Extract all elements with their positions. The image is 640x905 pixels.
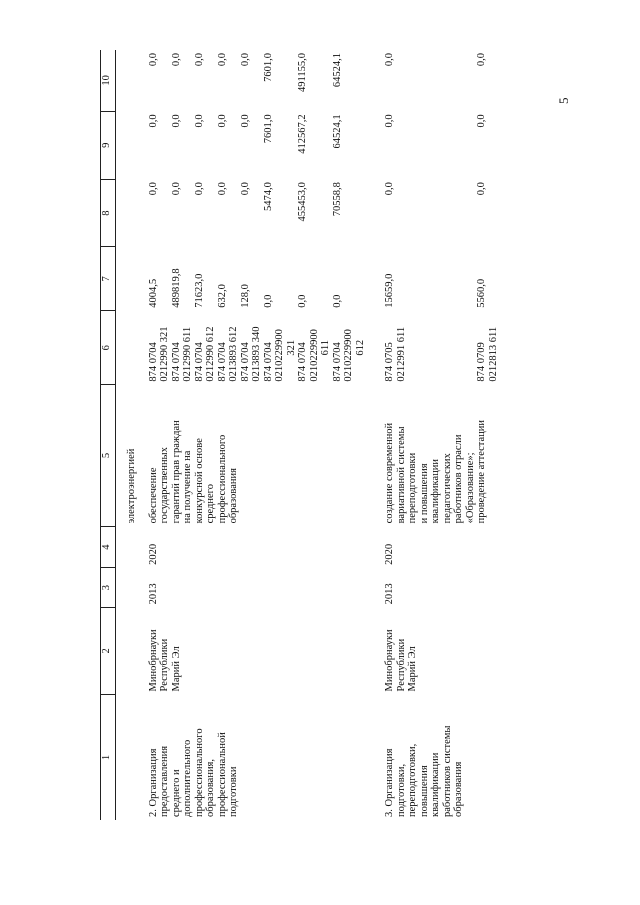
value-col9: 0,0	[193, 114, 205, 128]
activity-name: 2. Организация предоставления среднего и дополнительного профессионального образования, профессиональной подготовки	[147, 728, 239, 817]
value-col9: 412567,2	[297, 114, 308, 154]
column-number: 5	[101, 385, 116, 527]
value-col7: 15659,0	[384, 273, 395, 308]
column-number: 8	[101, 179, 116, 247]
value-col10: 0,0	[216, 53, 228, 67]
value-col10: 7601,0	[262, 53, 274, 82]
value-col10: 0,0	[170, 53, 182, 67]
table-row	[384, 50, 476, 820]
value-col7: 5560,0	[476, 278, 487, 308]
budget-code: 874 0704 0212990 612	[193, 326, 216, 382]
page-number: 5	[556, 97, 571, 104]
end-year: 2020	[147, 543, 159, 565]
value-col10: 0,0	[384, 53, 395, 67]
budget-code: 874 0704 0210229900 612	[331, 329, 366, 382]
executor: Минобрнауки Республики Марий Эл	[384, 629, 418, 692]
budget-code: 874 0704 0212990 321	[147, 326, 170, 382]
value-col9: 0,0	[476, 114, 487, 128]
program-table	[100, 50, 499, 820]
value-col10: 0,0	[147, 53, 159, 67]
column-number: 10	[101, 50, 116, 111]
value-col8: 455453,0	[297, 182, 308, 222]
executor: Минобрнауки Республики Марий Эл	[147, 629, 182, 692]
column-number-row	[101, 50, 116, 820]
value-col10: 64524,1	[331, 53, 343, 88]
value-col7: 489819,8	[170, 268, 182, 308]
value-col7: 0,0	[331, 294, 343, 308]
value-col9: 0,0	[216, 114, 228, 128]
value-col8: 0,0	[216, 182, 228, 196]
value-col8: 0,0	[476, 182, 487, 196]
value-col10: 0,0	[193, 53, 205, 67]
value-col7: 128,0	[239, 284, 251, 308]
value-col8: 0,0	[384, 182, 395, 196]
value-col9: 0,0	[239, 114, 251, 128]
budget-code: 874 0704 0213893 612	[216, 326, 239, 382]
continuation-text: электроэнергией	[126, 448, 137, 524]
column-number: 1	[101, 694, 116, 820]
budget-code: 874 0705 0212991 611	[384, 326, 407, 382]
value-col8: 0,0	[193, 182, 205, 196]
budget-code: 874 0704 0210229900 611	[297, 329, 331, 382]
measure-text: проведение аттестации	[476, 419, 487, 524]
start-year: 2013	[384, 583, 395, 605]
column-number: 6	[101, 311, 116, 385]
budget-code: 874 0704 0210229900 321	[262, 329, 297, 382]
value-col7: 632,0	[216, 284, 228, 308]
value-col10: 0,0	[239, 53, 251, 67]
budget-code: 874 0709 0212813 611	[476, 326, 499, 382]
value-col8: 0,0	[239, 182, 251, 196]
activity-name: 3. Организация подготовки, переподготовки, повышения квалификации работников системы образования	[384, 725, 464, 817]
column-number: 9	[101, 111, 116, 179]
budget-code: 874 0704 0213893 340	[239, 326, 262, 382]
column-number: 3	[101, 568, 116, 607]
value-col8: 0,0	[147, 182, 159, 196]
measure-text: обеспечение государственных гарантий прав граждан на получение на конкурсной основе среднего профессионального образования	[147, 420, 239, 524]
value-col9: 0,0	[147, 114, 159, 128]
value-col9: 64524,1	[331, 114, 343, 149]
continuation-row	[126, 50, 138, 820]
value-col8: 0,0	[170, 182, 182, 196]
start-year: 2013	[147, 583, 159, 605]
measure-text: создание современной вариативной системы переподготовки и повышения квалификации педагогических работников отрасли «Образование»;	[384, 422, 476, 524]
column-number: 2	[101, 607, 116, 694]
value-col7: 0,0	[297, 294, 308, 308]
value-col9: 0,0	[384, 114, 395, 128]
value-col8: 5474,0	[262, 182, 274, 212]
end-year: 2020	[384, 543, 395, 565]
value-col9: 7601,0	[262, 114, 274, 144]
rotated-table-block	[100, 50, 626, 820]
value-col7: 71623,0	[193, 273, 205, 308]
column-number: 7	[101, 247, 116, 311]
value-col9: 0,0	[170, 114, 182, 128]
value-col10: 491155,0	[297, 53, 308, 92]
value-col8: 70558,8	[331, 182, 343, 217]
column-number: 4	[101, 526, 116, 568]
value-col7: 0,0	[262, 294, 274, 308]
budget-code: 874 0704 0212990 611	[170, 326, 193, 382]
value-col7: 4004,5	[147, 278, 159, 308]
value-col10: 0,0	[476, 53, 487, 67]
table-row	[148, 50, 171, 820]
